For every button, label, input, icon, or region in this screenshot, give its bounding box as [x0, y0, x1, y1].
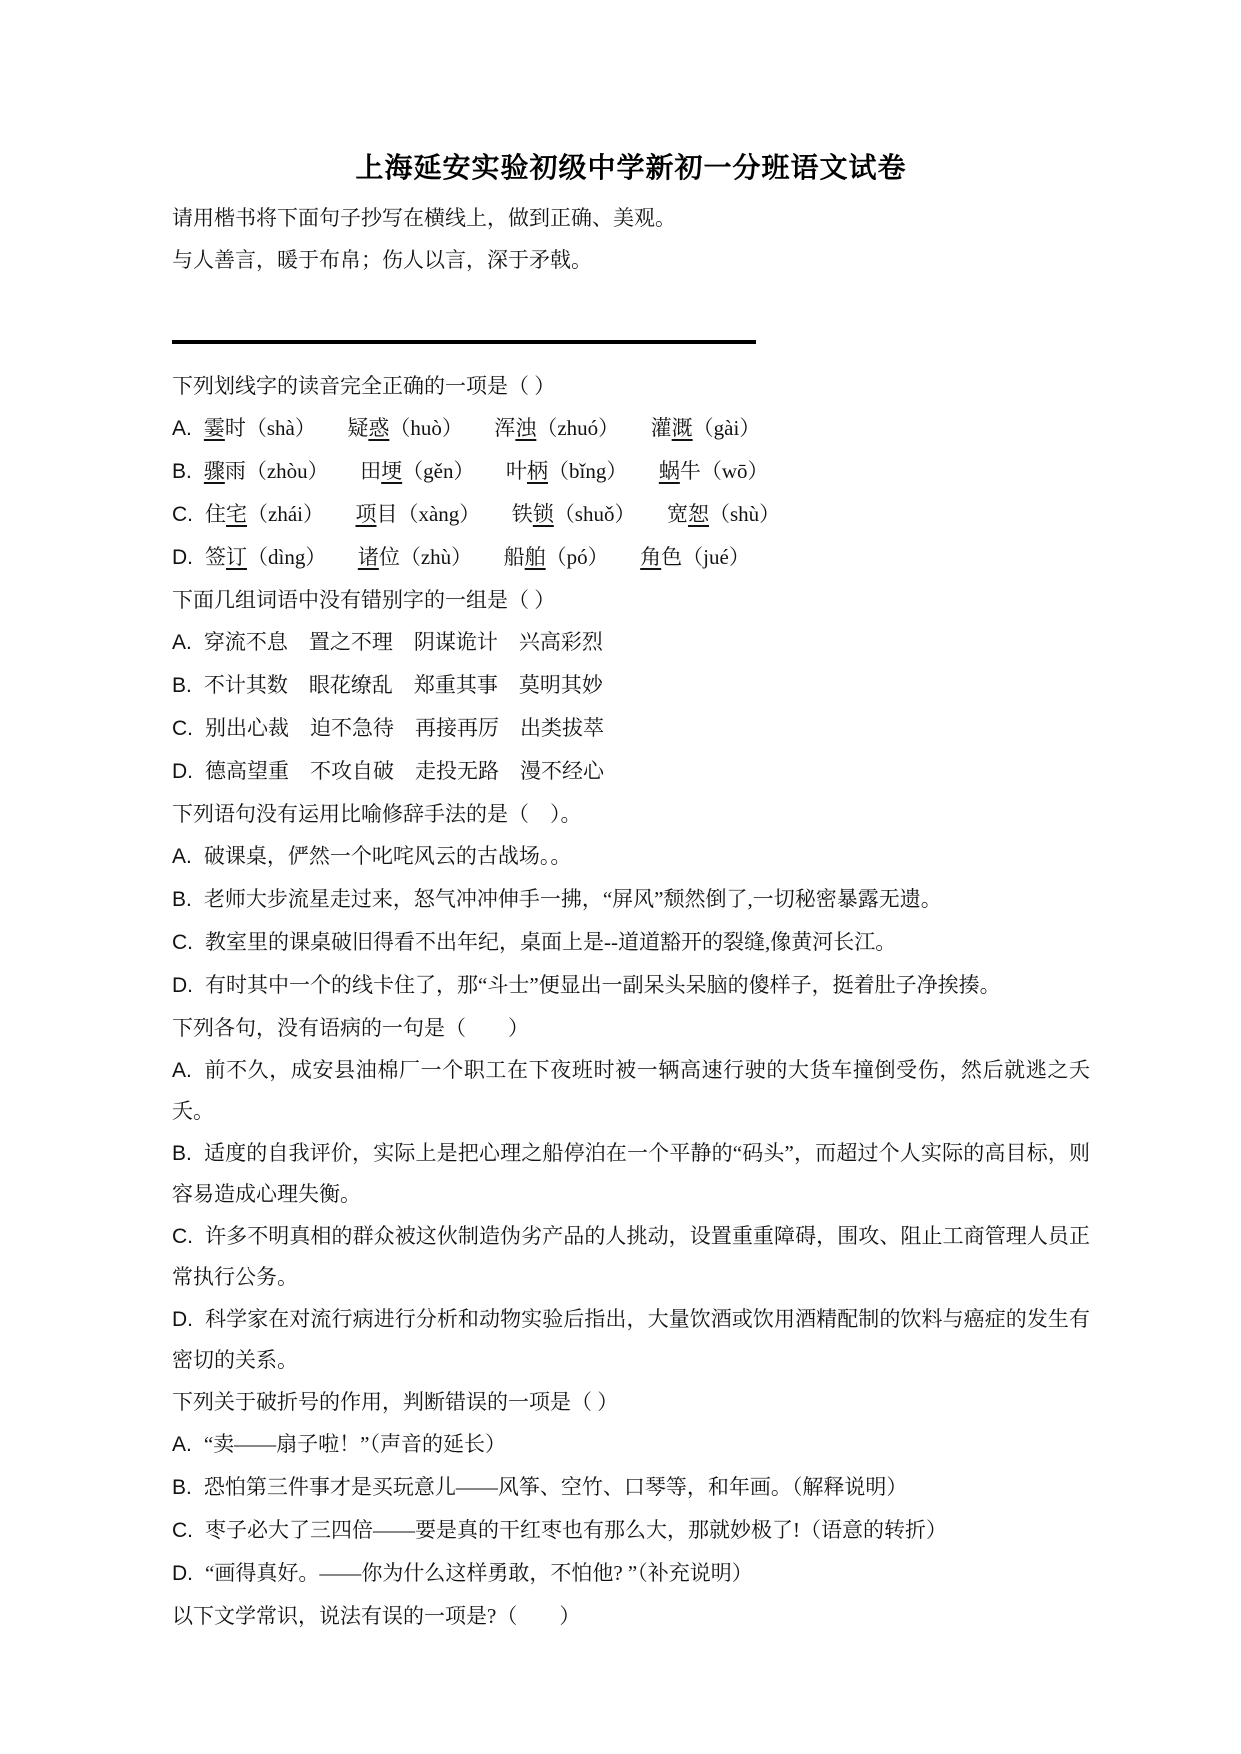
underlined-char: 浊 [515, 416, 537, 440]
q5-stem: 下列关于破折号的作用，判断错误的一项是（ ） [172, 1390, 619, 1414]
q1-option-c [172, 494, 1090, 535]
option-text: 科学家在对流行病进行分析和动物实验后指出，大量饮酒或饮用酒精配制的饮料与癌症的发生有密切的关系。 [172, 1307, 1090, 1372]
plain-text: （pó） [545, 545, 641, 569]
option-text: 不计其数 眼花缭乱 郑重其事 莫明其妙 [203, 673, 603, 697]
q2-option-c [172, 708, 1090, 749]
option-label: D. [172, 1562, 193, 1585]
plain-text: 色（jué） [661, 545, 750, 569]
page-title: 上海延安实验初级中学新初一分班语文试卷 [355, 153, 907, 184]
option-label: A. [172, 631, 192, 654]
option-label: C. [172, 717, 193, 740]
option-label: B. [172, 460, 192, 483]
option-text: 适度的自我评价，实际上是把心理之船停泊在一个平静的“码头”，而超过个人实际的高目标，则容易造成心理失衡。 [172, 1141, 1090, 1206]
q2-option-d [172, 751, 1090, 792]
q1-option-a [172, 408, 1090, 449]
plain-text: 住 [205, 502, 226, 526]
q3-stem: 下列语句没有运用比喻修辞手法的是（ ）。 [172, 802, 582, 826]
underlined-char: 舶 [524, 545, 546, 569]
option-text: 老师大步流星走过来，怒气冲冲伸手一拂，“屏风”颓然倒了,一切秘密暴露无遗。 [203, 887, 942, 911]
option-text: 穿流不息 置之不理 阴谋诡计 兴高彩烈 [203, 630, 603, 654]
underlined-char: 霎 [203, 416, 225, 440]
plain-text: （gěn） 叶 [402, 459, 527, 483]
option-label: A. [172, 1059, 192, 1082]
underlined-char: 锁 [532, 502, 554, 526]
underlined-char: 订 [226, 545, 247, 569]
option-label: B. [172, 888, 192, 911]
option-text: 别出心裁 迫不急待 再接再厉 出类拔萃 [205, 716, 604, 740]
q3-option-b [172, 879, 1090, 920]
underlined-char: 宅 [226, 502, 247, 526]
option-label: D. [172, 1308, 193, 1331]
underlined-char: 恕 [688, 502, 709, 526]
plain-text: 签 [205, 545, 226, 569]
plain-text: 灌 [650, 416, 672, 440]
option-text: 前不久，成安县油棉厂一个职工在下夜班时被一辆高速行驶的大货车撞倒受伤，然后就逃之夭夭。 [172, 1058, 1090, 1123]
q3-option-d [172, 965, 1090, 1006]
plain-text: （shuǒ） 宽 [553, 502, 688, 526]
option-label: C. [172, 503, 193, 526]
option-text: 教室里的课桌破旧得看不出年纪，桌面上是--道道豁开的裂缝,像黄河长江。 [205, 930, 897, 954]
q1-option-d [172, 537, 1090, 578]
plain-text: （zhuó） [536, 416, 651, 440]
blank-row [172, 282, 1090, 322]
underlined-char: 蜗 [658, 459, 680, 483]
copy-instruction: 请用楷书将下面句子抄写在横线上，做到正确、美观。 [172, 206, 676, 230]
plain-text: 目（xàng） 铁 [376, 502, 533, 526]
option-label: D. [172, 760, 193, 783]
option-text [204, 416, 760, 440]
underlined-char: 惑 [368, 416, 390, 440]
plain-text: 浑 [494, 416, 516, 440]
option-label: C. [172, 931, 193, 954]
plain-text: （gài） [692, 416, 761, 440]
plain-text: （dìng） [247, 545, 358, 569]
option-label: A. [172, 845, 192, 868]
plain-text: 位（zhù） 船 [378, 545, 525, 569]
underlined-char: 埂 [381, 459, 403, 483]
q2-stem: 下面几组词语中没有错别字的一组是（ ） [172, 588, 556, 612]
underlined-char: 诸 [357, 545, 379, 569]
option-label: C. [172, 1225, 193, 1248]
q4-option-b [172, 1133, 1090, 1214]
underlined-char: 角 [640, 545, 662, 569]
option-label: B. [172, 1476, 192, 1499]
option-label: B. [172, 1142, 192, 1165]
q3-option-a [172, 836, 1090, 877]
option-text: “卖——扇子啦！”（声音的延长） [203, 1432, 506, 1456]
q5-option-b [172, 1467, 1090, 1508]
writing-rule [172, 340, 756, 344]
writing-blank-line [172, 324, 1090, 364]
option-label: A. [172, 1433, 192, 1456]
option-text [204, 459, 769, 483]
q3-option-c [172, 922, 1090, 963]
plain-text: 时（shà） [224, 416, 348, 440]
option-label: C. [172, 1519, 193, 1542]
underlined-char: 骤 [203, 459, 225, 483]
q2-option-b [172, 665, 1090, 706]
option-label: A. [172, 417, 192, 440]
option-text: 许多不明真相的群众被这伙制造伪劣产品的人挑动，设置重重障碍，围攻、阻止工商管理人员正常执行公务。 [172, 1224, 1090, 1289]
q1-stem: 下列划线字的读音完全正确的一项是（ ） [172, 374, 556, 398]
option-label: D. [172, 546, 193, 569]
plain-text: 牛（wō） [679, 459, 769, 483]
q2-option-a [172, 622, 1090, 663]
option-text [205, 545, 750, 569]
plain-text: 疑 [347, 416, 369, 440]
underlined-char: 项 [355, 502, 377, 526]
q5-option-c [172, 1510, 1090, 1551]
q1-option-b [172, 451, 1090, 492]
underlined-char: 柄 [527, 459, 548, 483]
option-text: 有时其中一个的线卡住了，那“斗士”便显出一副呆头呆脑的傻样子，挺着肚子净挨揍。 [205, 973, 1001, 997]
plain-text: 雨（zhòu） 田 [224, 459, 382, 483]
option-text: 德高望重 不攻自破 走投无路 漫不经心 [205, 759, 604, 783]
underlined-char: 溉 [671, 416, 693, 440]
option-text [205, 502, 780, 526]
option-text: 枣子必大了三四倍——要是真的干红枣也有那么大，那就妙极了!（语意的转折） [205, 1518, 947, 1542]
option-label: D. [172, 974, 193, 997]
q5-option-a [172, 1424, 1090, 1465]
copy-sentence: 与人善言，暖于布帛；伤人以言，深于矛戟。 [172, 248, 592, 272]
q4-option-a [172, 1050, 1090, 1131]
q6-stem: 以下文学常识，说法有误的一项是?（ ） [172, 1604, 581, 1628]
plain-text: （huò） [389, 416, 495, 440]
option-text: “画得真好。——你为什么这样勇敢，不怕他? ”（补充说明） [205, 1561, 753, 1585]
q4-stem: 下列各句，没有语病的一句是（ ） [172, 1016, 529, 1040]
option-text: 破课桌，俨然一个叱咤风云的古战场。。 [203, 844, 572, 868]
plain-text: （zhái） [247, 502, 356, 526]
q5-option-d [172, 1553, 1090, 1594]
option-text: 恐怕第三件事才是买玩意儿——风筝、空竹、口琴等，和年画。（解释说明） [203, 1475, 908, 1499]
option-label: B. [172, 674, 192, 697]
plain-text: （bǐng） [548, 459, 659, 483]
q4-option-d [172, 1299, 1090, 1380]
q4-option-c [172, 1216, 1090, 1297]
plain-text: （shù） [709, 502, 781, 526]
